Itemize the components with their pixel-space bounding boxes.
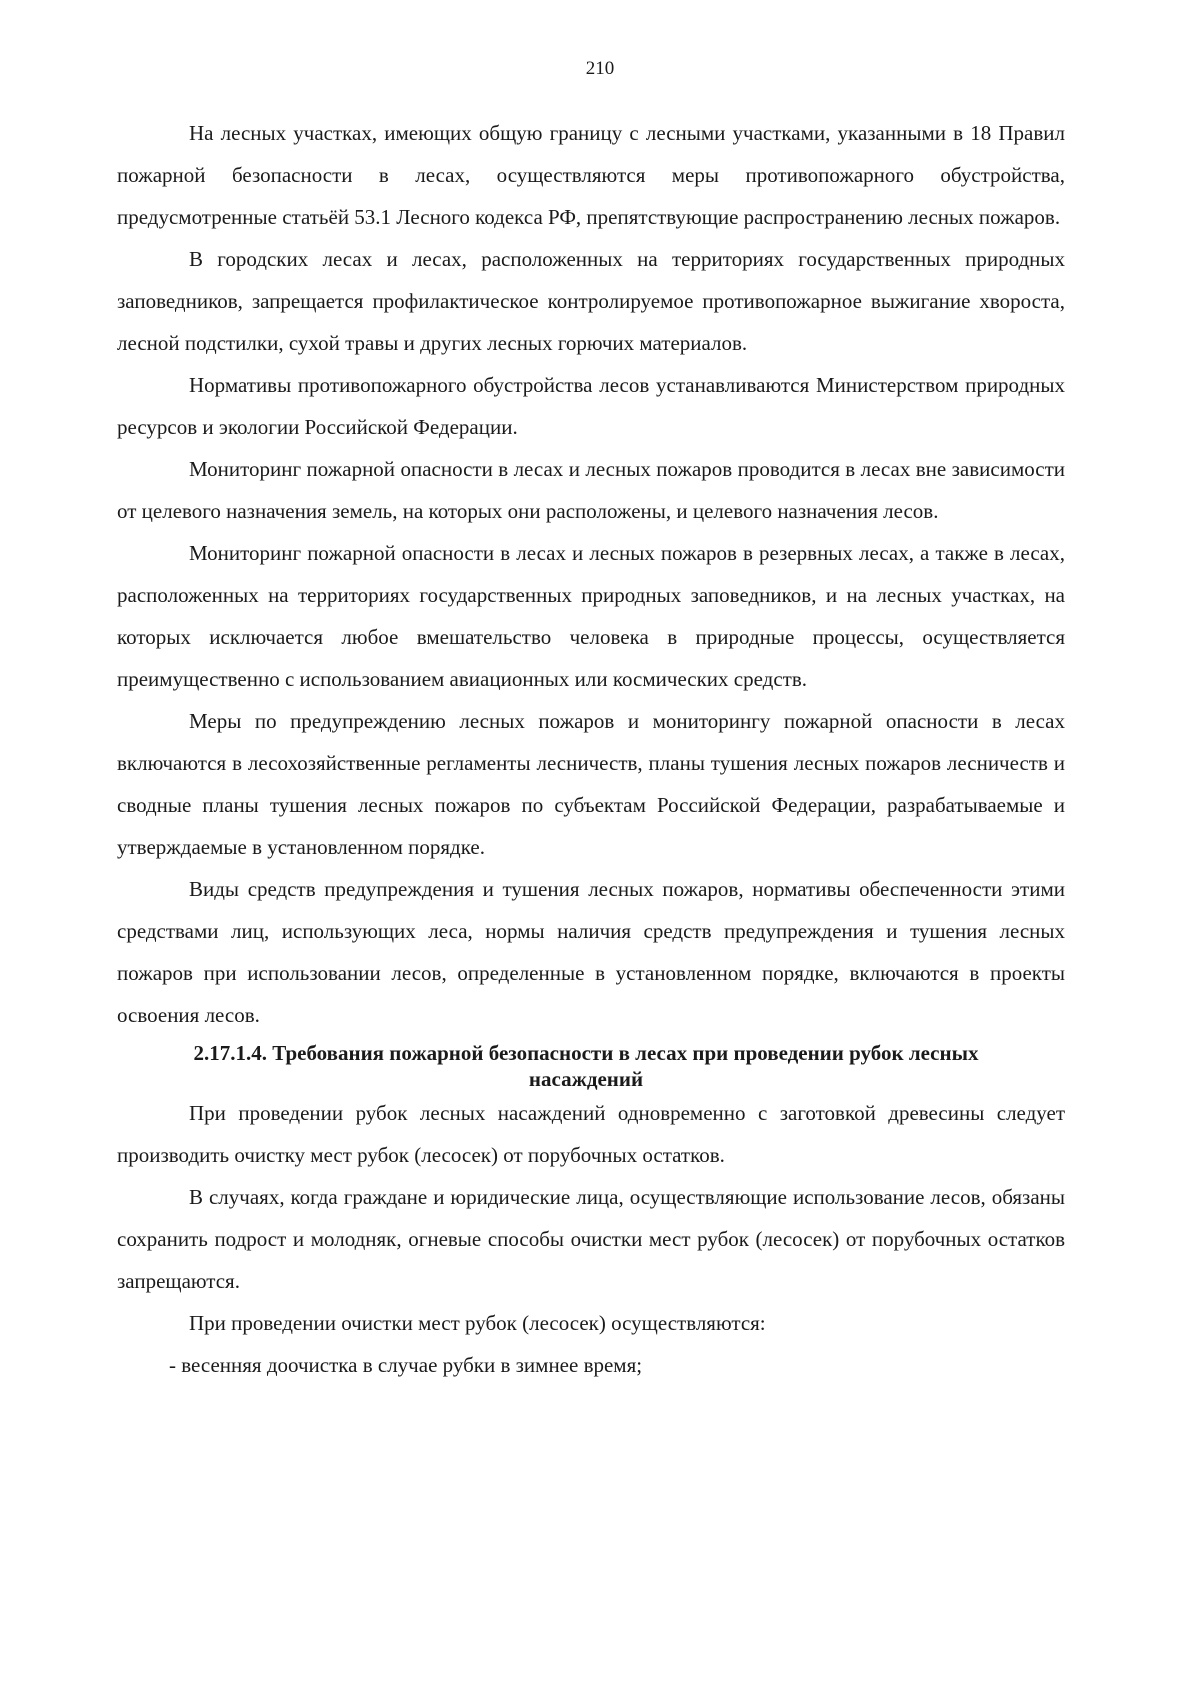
paragraph: При проведении рубок лесных насаждений одновременно с заготовкой древесины следует производить очистку мест рубок (лесосек) от порубочных остатков. xyxy=(117,1101,1065,1167)
paragraph: Меры по предупреждению лесных пожаров и мониторингу пожарной опасности в лесах включаются в лесохозяйственные регламенты лесничеств, планы тушения лесных пожаров лесничеств и сводные планы тушения лесных пожаров по субъектам Российской Федерации, разрабатываемые и утверждаемые в установленном порядке. xyxy=(117,709,1065,859)
paragraph: Виды средств предупреждения и тушения лесных пожаров, нормативы обеспеченности этими средствами лиц, использующих леса, нормы наличия средств предупреждения и тушения лесных пожаров при использовании лесов, определенные в установленном порядке, включаются в проекты освоения лесов. xyxy=(117,877,1065,1027)
paragraph: На лесных участках, имеющих общую границу с лесными участками, указанными в 18 Правил пожарной безопасности в лесах, осуществляются меры противопожарного обустройства, предусмотренные статьёй 53.1 Лесного кодекса РФ, препятствующие распространению лесных пожаров. xyxy=(117,121,1065,229)
paragraph: Мониторинг пожарной опасности в лесах и лесных пожаров в резервных лесах, а также в лесах, расположенных на территориях государственных природных заповедников, и на лесных участках, на которых исключается любое вмешательство человека в природные процессы, осуществляется преимущественно с использованием авиационных или космических средств. xyxy=(117,541,1065,691)
page-number: 210 xyxy=(585,58,615,79)
paragraph: Нормативы противопожарного обустройства лесов устанавливаются Министерством природных ресурсов и экологии Российской Федерации. xyxy=(117,373,1065,439)
list-item: - весенняя доочистка в случае рубки в зимнее время; xyxy=(169,1353,643,1377)
section-heading: 2.17.1.4. Требования пожарной безопасности в лесах при проведении рубок лесных насаждений xyxy=(193,1041,979,1091)
paragraph: В городских лесах и лесах, расположенных на территориях государственных природных заповедников, запрещается профилактическое контролируемое противопожарное выжигание хвороста, лесной подстилки, сухой травы и других лесных горючих материалов. xyxy=(117,247,1065,355)
paragraph: Мониторинг пожарной опасности в лесах и лесных пожаров проводится в лесах вне зависимости от целевого назначения земель, на которых они расположены, и целевого назначения лесов. xyxy=(117,457,1065,523)
document-body xyxy=(117,112,1065,1386)
paragraph: При проведении очистки мест рубок (лесосек) осуществляются: xyxy=(189,1311,766,1335)
paragraph: В случаях, когда граждане и юридические лица, осуществляющие использование лесов, обязаны сохранить подрост и молодняк, огневые способы очистки мест рубок (лесосек) от порубочных остатков запрещаются. xyxy=(117,1185,1065,1293)
